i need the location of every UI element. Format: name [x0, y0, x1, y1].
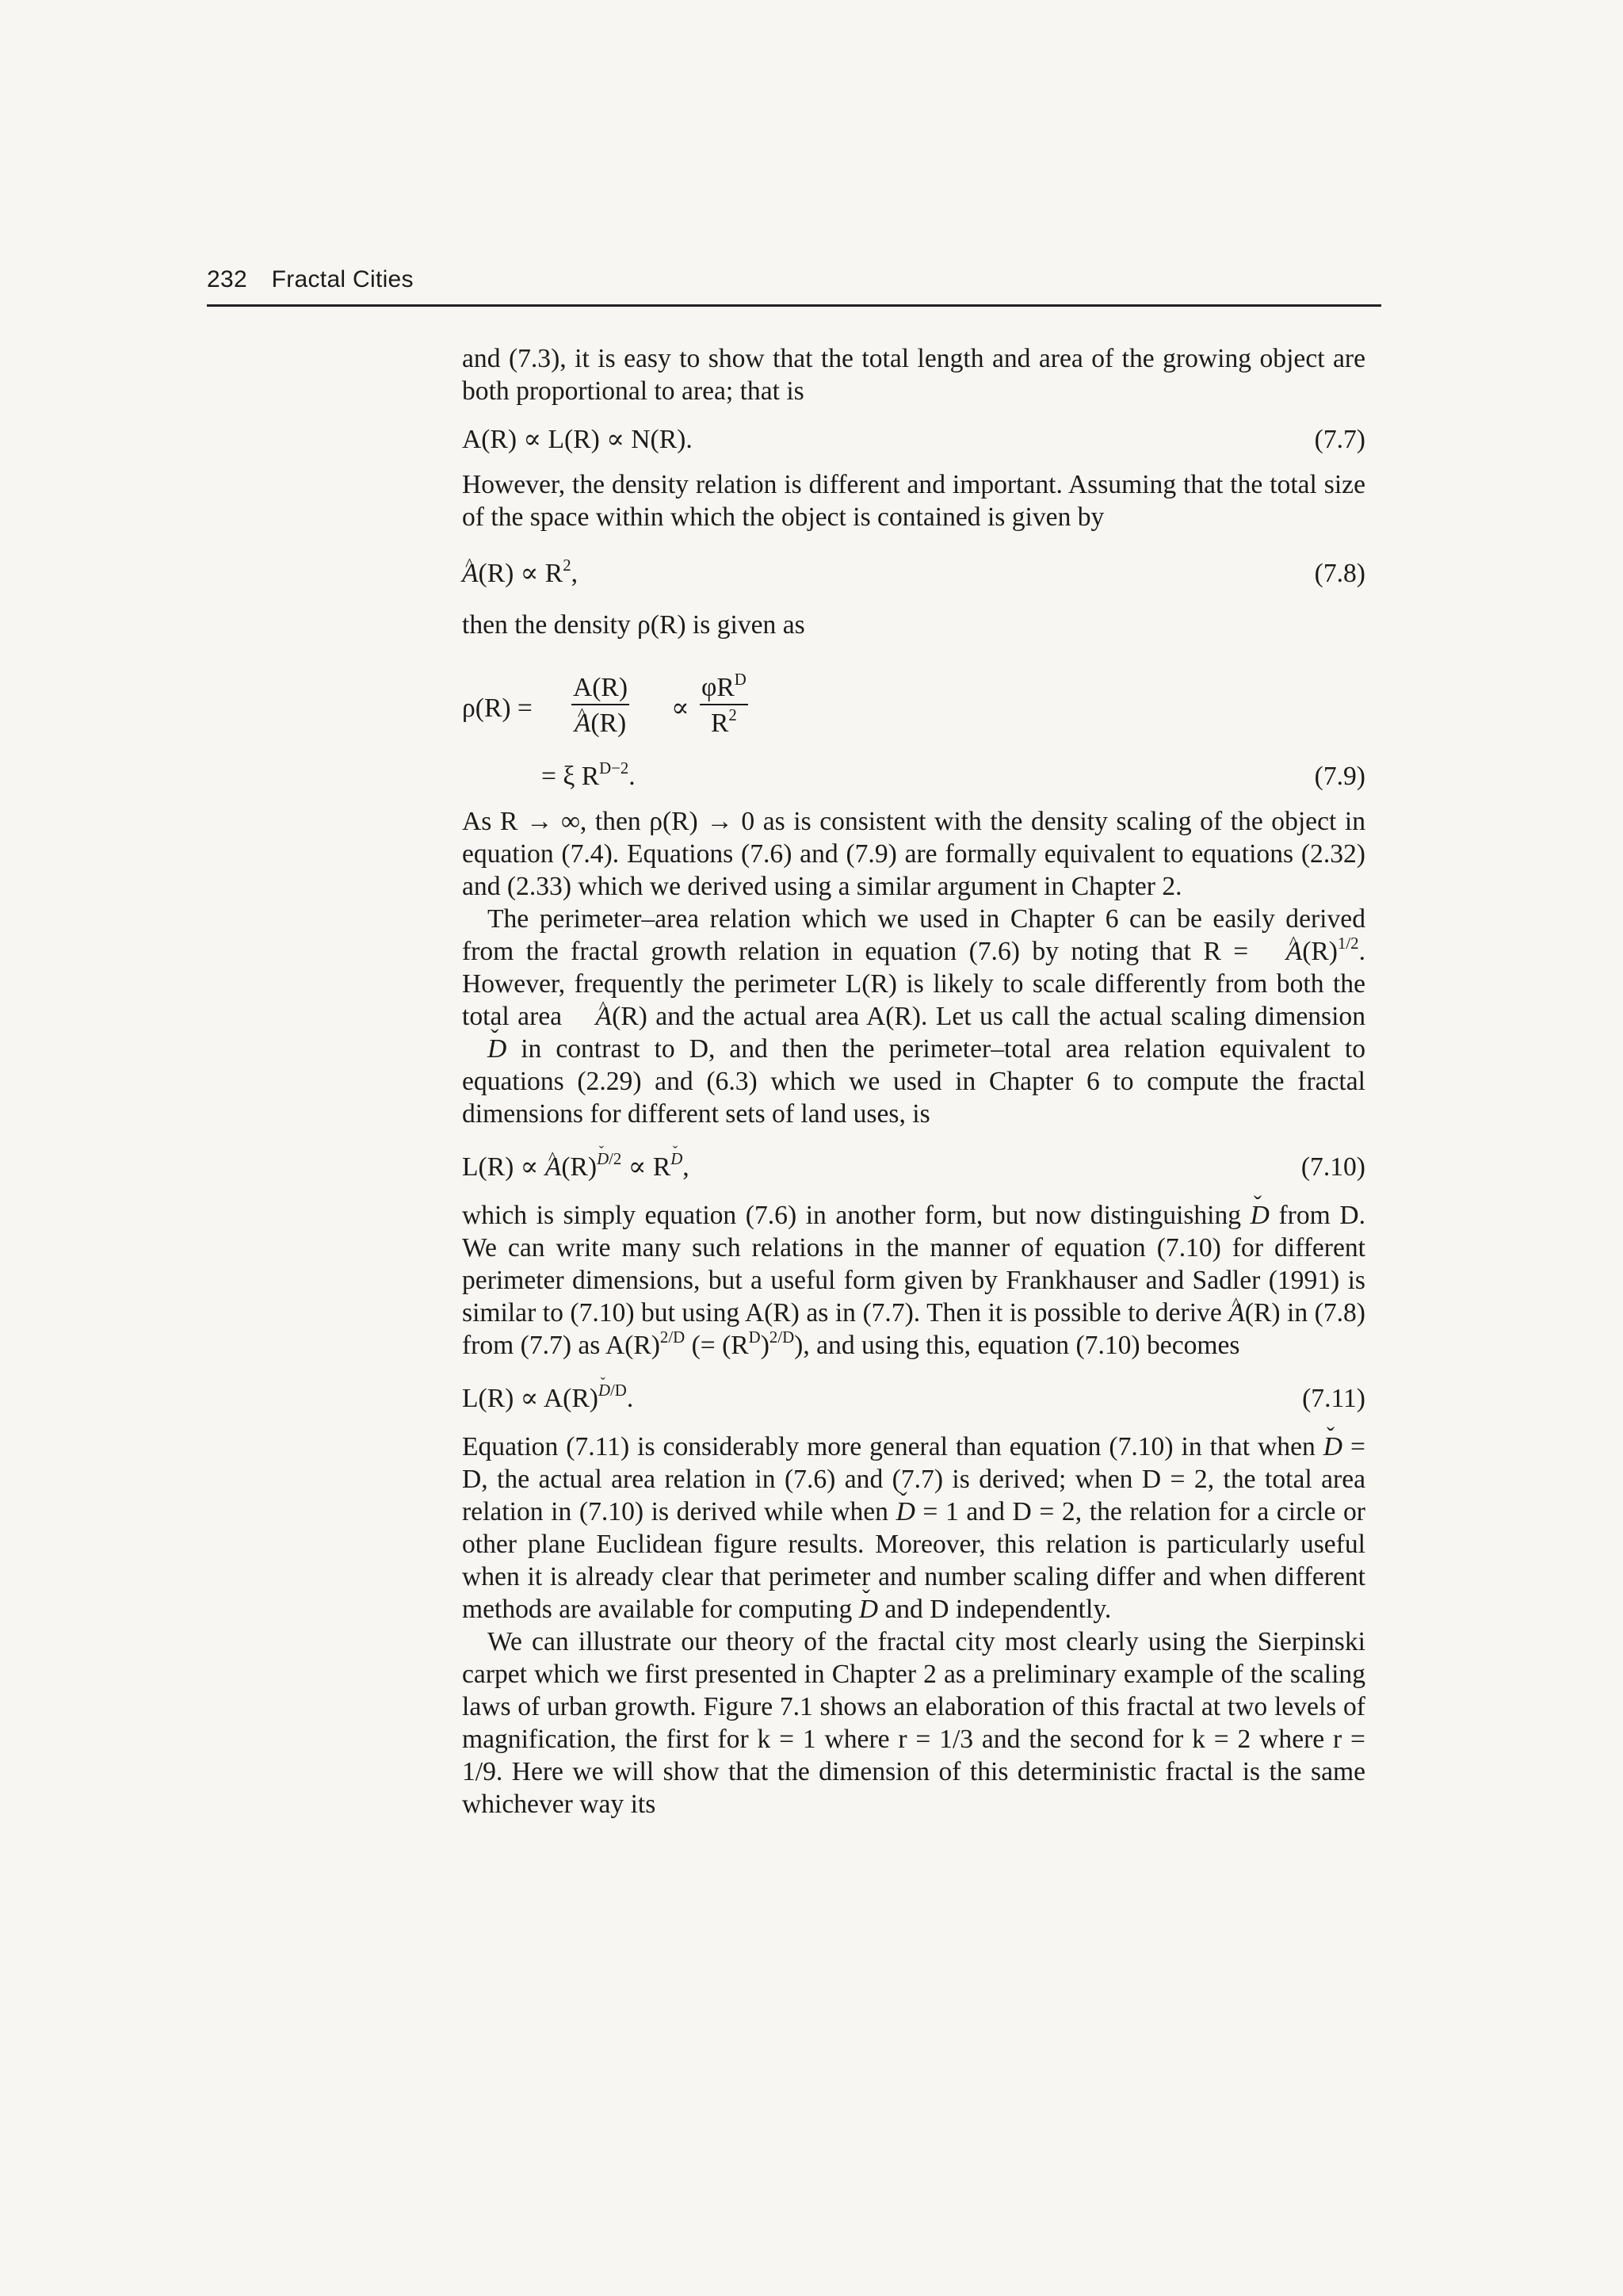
- equation-expression: L(R) ∝ ^ $A(R)^{D/2} \propto R^D$,: [462, 1151, 689, 1183]
- header-rule: [207, 304, 1381, 307]
- paragraph: then the density ρ(R) is given as: [462, 610, 805, 640]
- equation-expression: = ξ $R^{D-2}$.: [541, 758, 636, 791]
- proportional-sign: ∝: [671, 693, 689, 723]
- paragraph: Equation (7.11) is considerably more general than equation (7.10) in that when ˇ D = D, the actual area relation in (7.6) and (7.7) is derived; when D = 2, the total area relation in (7.10) is derived while when ˇ D = 1 and D = 2, the relation for a circle or other plane Euclidean figure results. Moreover, this relation is particularly useful when it is already clear that perimeter and number scaling differ and when different methods are available for computing ˇ D and D independently.: [462, 1431, 1365, 1626]
- equation-7-10: [462, 1148, 1365, 1183]
- equation-7-9-first-line: [462, 660, 1365, 755]
- a-hat-symbol: ^ A: [462, 557, 479, 590]
- paragraph: However, the density relation is different and important. Assuming that the total size of the space within which the object is contained is given by: [462, 470, 1365, 532]
- equation-number: (7.7): [1314, 425, 1365, 454]
- equation-number: (7.10): [1300, 1152, 1365, 1182]
- page-number: 232: [207, 266, 247, 292]
- book-title: Fractal Cities: [271, 266, 414, 292]
- paragraph: which is simply equation (7.6) in another form, but now distinguishing ˇ D from D. We can write many such relations in the manner of equation (7.10) for different perimeter dimensions, but a useful form given by Frankhauser and Sadler (1991) is similar to (7.10) but using A(R) as in (7.7). Then it is possible to derive ^ A(R) in (7.8) from (7.7) as $A(R)^{2/D}$ (= $(R^D)^{2/D}$), and using this, equation (7.10) becomes: [462, 1199, 1365, 1362]
- equation-expression: ^ $A(R) \propto R^2$,: [462, 557, 578, 590]
- equation-expression: A(R) ∝ L(R) ∝ N(R).: [462, 425, 693, 454]
- equation-7-11: [462, 1382, 1365, 1415]
- running-head: [207, 266, 1381, 293]
- fraction-area-ratio: A(R) ^ A(R): [571, 671, 629, 739]
- density-lhs: ρ(R) =: [462, 693, 533, 723]
- equation-number: (7.9): [1314, 762, 1365, 791]
- body-text: [462, 342, 1365, 1820]
- equation-7-7: [462, 423, 1365, 456]
- paragraph: and (7.3), it is easy to show that the total length and area of the growing object are both proportional to area; that is: [462, 344, 1365, 406]
- equation-number: (7.8): [1314, 559, 1365, 588]
- equation-number: (7.11): [1302, 1384, 1365, 1413]
- paragraph: The perimeter–area relation which we used in Chapter 6 can be easily derived from the fractal growth relation in equation (7.6) by noting that R = ^ $A(R)^{1/2}$. However, frequently the perimeter L(R) is likely to scale differently from both the total area ^ A(R) and the actual area A(R). Let us call the actual scaling dimension ˇ D in contrast to D, and then the perimeter–total area relation equivalent to equations (2.29) and (6.3) which we used in Chapter 6 to compute the fractal dimensions for different sets of land uses, is: [462, 903, 1365, 1130]
- fraction-scaling: $\varphi R^D$ $R^2$: [701, 669, 747, 738]
- paragraph: We can illustrate our theory of the fractal city most clearly using the Sierpinski carpet which we first presented in Chapter 2 as a preliminary example of the scaling laws of urban growth. Figure 7.1 shows an elaboration of this fractal at two levels of magnification, the first for k = 1 where r = 1/3 and the second for k = 2 where r = 1/9. Here we will show that the dimension of this deterministic fractal is the same whichever way its: [462, 1627, 1365, 1819]
- equation-7-9: [462, 760, 1365, 793]
- equation-expression: $L(R) \propto A(R)^{D/D}$.: [462, 1380, 634, 1413]
- paragraph: As R → ∞, then ρ(R) → 0 as is consistent with the density scaling of the object in equation (7.4). Equations (7.6) and (7.9) are formally equivalent to equations (2.32) and (2.33) which we derived using a similar argument in Chapter 2.: [462, 807, 1365, 901]
- equation-7-8: [462, 557, 1365, 590]
